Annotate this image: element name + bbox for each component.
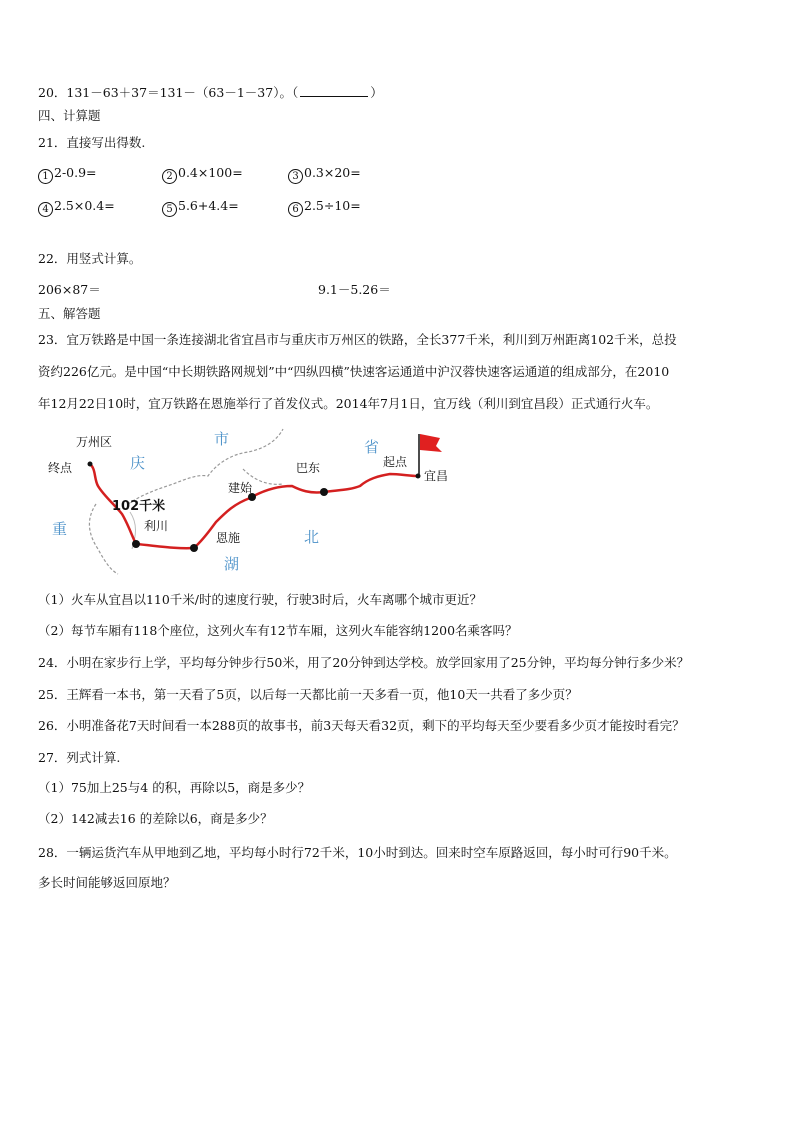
flag-icon bbox=[420, 434, 442, 452]
circle-number: 6 bbox=[288, 202, 303, 217]
q27-sub-1: （1）75加上25与4 的积，再除以5，商是多少？ bbox=[38, 780, 311, 795]
q21-expr: 2-0.9= bbox=[54, 165, 97, 180]
station-dot bbox=[132, 540, 140, 548]
station-dot bbox=[88, 462, 93, 467]
q22-expr-2: 9.1－5.26＝ bbox=[318, 282, 391, 297]
label-wanzhou: 万州区 bbox=[76, 435, 113, 449]
q21-item-4 bbox=[38, 198, 115, 217]
label-hu: 湖 bbox=[224, 555, 240, 573]
circle-number: 3 bbox=[288, 169, 303, 184]
circle-number: 1 bbox=[38, 169, 53, 184]
q21-item-6 bbox=[288, 198, 361, 217]
q21-item-1 bbox=[38, 165, 97, 184]
label-enshi: 恩施 bbox=[216, 531, 241, 545]
q22-title: 22．用竖式计算。 bbox=[38, 251, 142, 266]
q21-title: 21．直接写出得数. bbox=[38, 135, 146, 150]
circle-number: 4 bbox=[38, 202, 53, 217]
station-dot bbox=[320, 488, 328, 496]
label-jianshi: 建始 bbox=[228, 481, 253, 495]
label-distance: 102千米 bbox=[112, 499, 166, 514]
label-sheng: 省 bbox=[364, 438, 380, 456]
label-chong-left: 重 bbox=[52, 520, 68, 538]
section-4-title: 四、计算题 bbox=[38, 108, 101, 123]
label-bei: 北 bbox=[304, 528, 320, 546]
label-lichuan: 利川 bbox=[144, 519, 169, 533]
q21-item-3 bbox=[288, 165, 361, 184]
label-chong: 庆 bbox=[130, 454, 146, 472]
railway-map bbox=[38, 424, 464, 580]
q23-line-1: 23．宜万铁路是中国一条连接湖北省宜昌市与重庆市万州区的铁路，全长377千米，利川到万州距离102千米，总投 bbox=[38, 332, 677, 347]
question-20 bbox=[38, 84, 383, 101]
label-end-point: 终点 bbox=[48, 461, 73, 475]
question-25: 25．王辉看一本书，第一天看了5页，以后每一天都比前一天多看一页，他10天一共看了多少页？ bbox=[38, 687, 578, 702]
q20-text: 20．131－63＋37＝131－（63－1－37）。（ bbox=[38, 85, 299, 100]
question-24: 24．小明在家步行上学，平均每分钟步行50米，用了20分钟到达学校。放学回家用了25分钟，平均每分钟行多少米？ bbox=[38, 655, 690, 670]
q23-line-3: 年12月22日10时，宜万铁路在恩施举行了首发仪式。2014年7月1日，宜万线（利川到宜昌段）正式通行火车。 bbox=[38, 396, 659, 411]
label-start-point: 起点 bbox=[383, 455, 408, 469]
q21-item-5 bbox=[162, 198, 239, 217]
q20-text-end: ） bbox=[370, 85, 383, 100]
label-shi: 市 bbox=[214, 430, 230, 448]
section-5-title: 五、解答题 bbox=[38, 306, 101, 321]
label-badong: 巴东 bbox=[296, 461, 321, 475]
label-yichang: 宜昌 bbox=[424, 469, 449, 483]
q22-expr-1: 206×87＝ bbox=[38, 282, 101, 297]
q23-sub-2: （2）每节车厢有118个座位，这列火车有12节车厢，这列火车能容纳1200名乘客吗？ bbox=[38, 623, 518, 638]
question-26: 26．小明准备花7天时间看一本288页的故事书，前3天每天看32页，剩下的平均每天至少要看多少页才能按时看完？ bbox=[38, 718, 685, 733]
station-dot bbox=[190, 544, 198, 552]
q27-sub-2: （2）142减去16 的差除以6，商是多少？ bbox=[38, 811, 273, 826]
q21-item-2 bbox=[162, 165, 243, 184]
q23-sub-1: （1）火车从宜昌以110千米/时的速度行驶，行驶3时后，火车离哪个城市更近？ bbox=[38, 592, 482, 607]
circle-number: 5 bbox=[162, 202, 177, 217]
q21-expr: 2.5÷10= bbox=[304, 198, 361, 213]
q21-expr: 5.6+4.4= bbox=[178, 198, 239, 213]
q28-line-1: 28．一辆运货汽车从甲地到乙地，平均每小时行72千米，10小时到达。回来时空车原路返回，每小时可行90千米。 bbox=[38, 845, 677, 860]
q21-expr: 2.5×0.4= bbox=[54, 198, 115, 213]
q28-line-2: 多长时间能够返回原地？ bbox=[38, 875, 176, 890]
answer-blank[interactable] bbox=[300, 84, 368, 97]
q23-line-2: 资约226亿元。是中国“中长期铁路网规划”中“四纵四横”快速客运通道中沪汉蓉快速客运通道的组成部分，在2010 bbox=[38, 364, 670, 379]
q27-title: 27．列式计算. bbox=[38, 750, 121, 765]
q21-expr: 0.4×100= bbox=[178, 165, 243, 180]
q21-expr: 0.3×20= bbox=[304, 165, 361, 180]
circle-number: 2 bbox=[162, 169, 177, 184]
